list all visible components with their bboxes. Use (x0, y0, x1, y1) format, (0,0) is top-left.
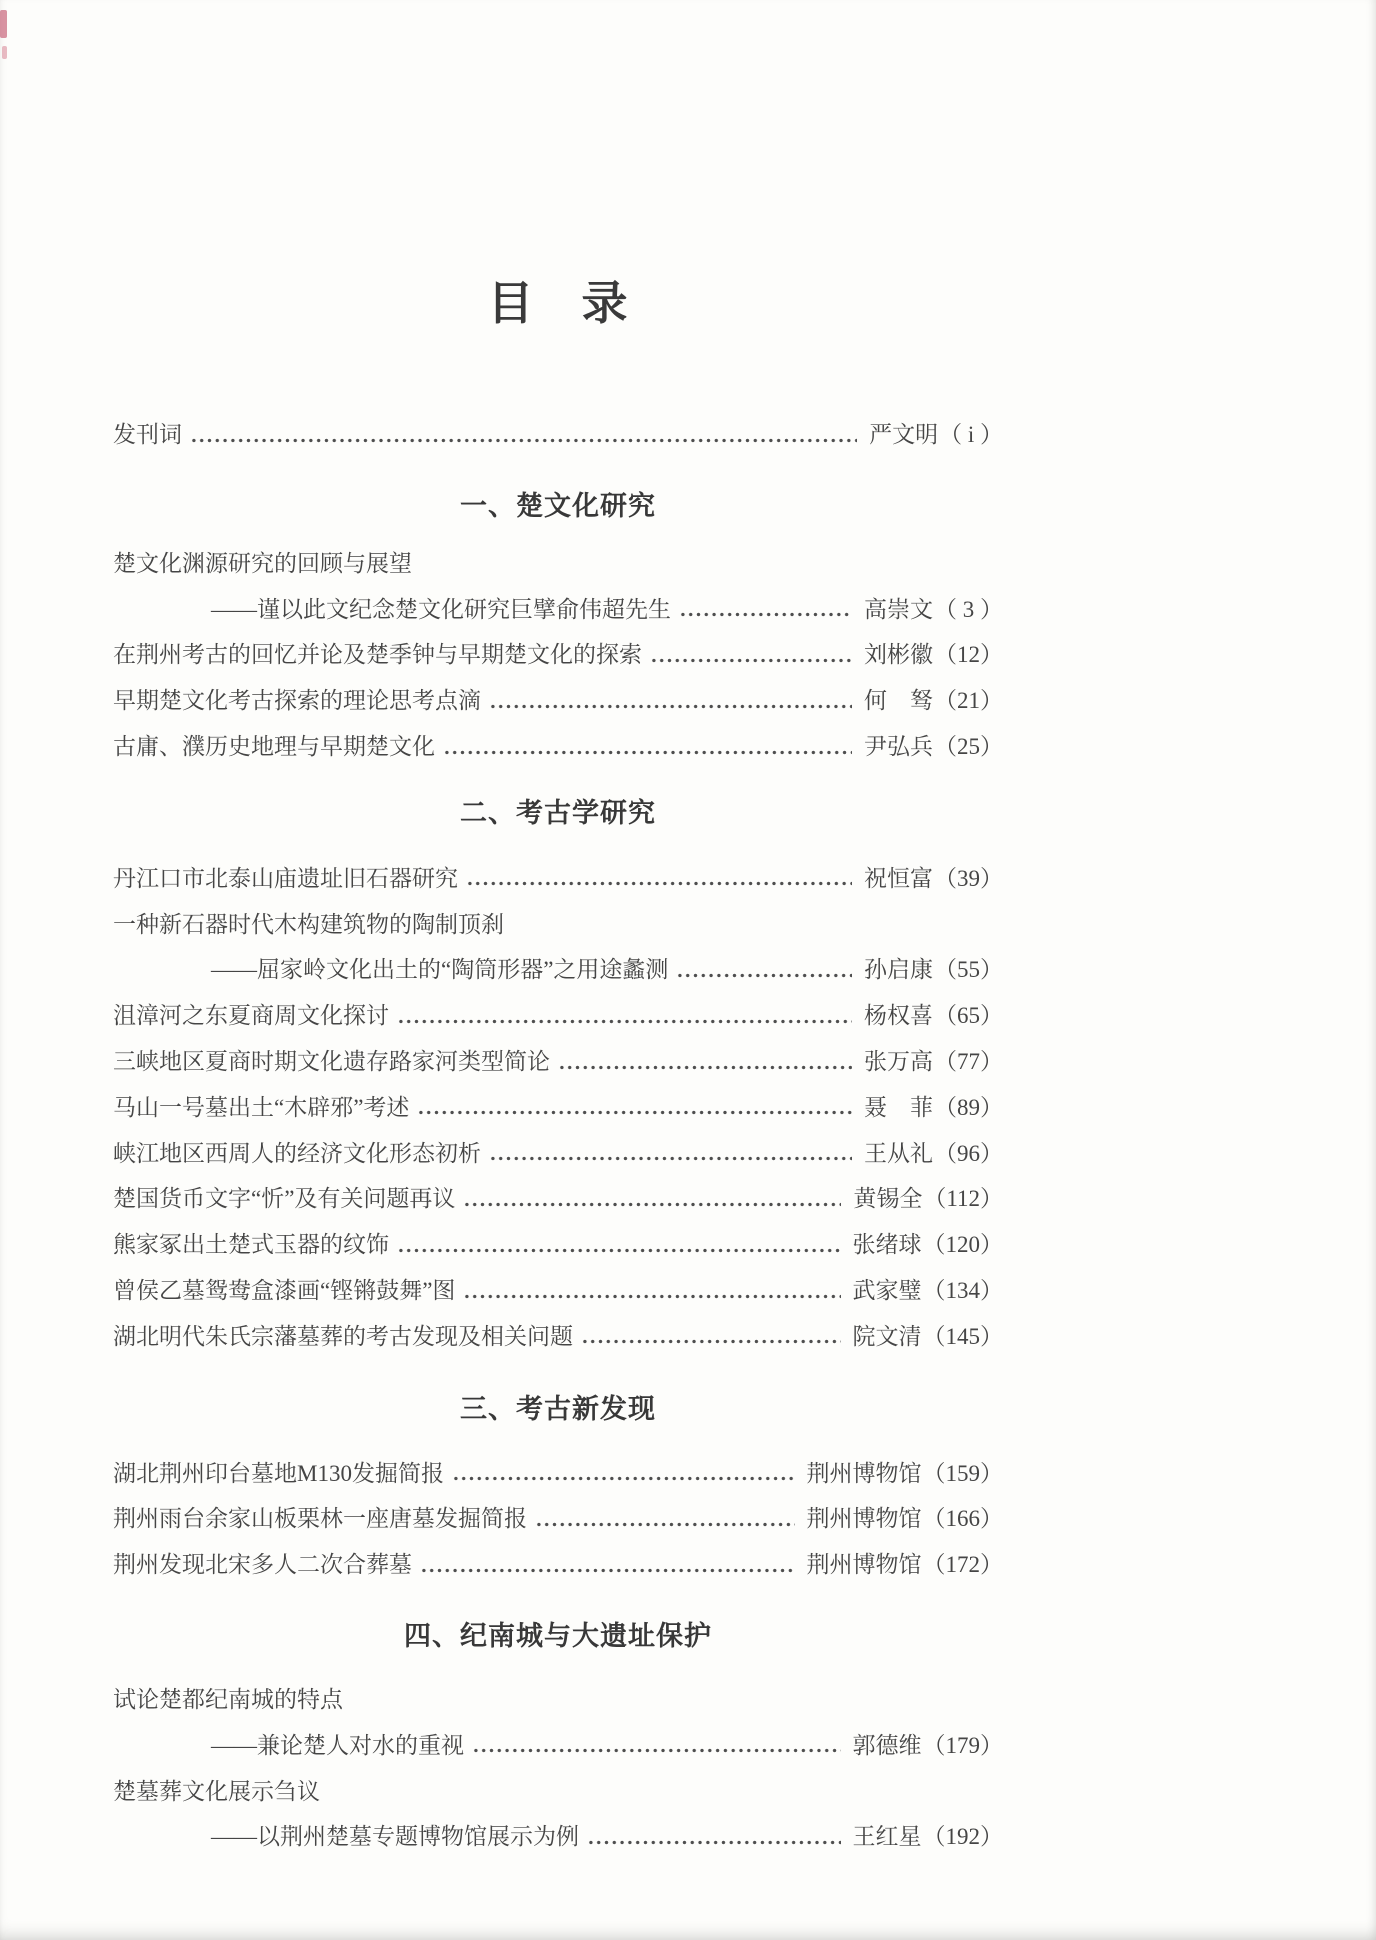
entry-author: 尹弘兵 (864, 734, 933, 760)
toc-entry (113, 1769, 1003, 1815)
toc-entry (113, 1314, 1003, 1360)
entry-page: （172） (922, 1552, 1003, 1578)
section-heading: 三、考古新发现 (460, 1393, 656, 1424)
entry-page: （89） (934, 1094, 1003, 1120)
toc-entry (113, 1451, 1003, 1497)
entry-author: 高崇文 (864, 596, 933, 622)
entry-author: 严文明 (869, 422, 939, 447)
toc-entry-subtitle (113, 948, 1003, 994)
section-entries (113, 856, 1003, 1360)
entry-page: （ i ） (939, 422, 1003, 447)
toc-entry (113, 1677, 1003, 1723)
toc-entry-subtitle (113, 1723, 1003, 1769)
entry-author: 祝恒富 (864, 865, 933, 891)
entry-author: 王红星 (852, 1824, 922, 1850)
entry-author: 荆州博物馆 (806, 1552, 922, 1578)
dot-leader (443, 749, 852, 756)
dot-leader (650, 657, 852, 664)
entry-author: 何 驽 (864, 688, 933, 714)
toc-entry (113, 1497, 1003, 1543)
entry-page: （55） (934, 957, 1003, 983)
entry-title: 熊家冢出土楚式玉器的纹饰 (113, 1232, 389, 1258)
section-entries (113, 1677, 1003, 1860)
entry-page: （120） (922, 1232, 1003, 1258)
entry-page: （25） (934, 734, 1003, 760)
entry-title: 楚墓葬文化展示刍议 (113, 1778, 320, 1804)
entry-page: （39） (934, 865, 1003, 891)
toc-entry (113, 1085, 1003, 1131)
toc-entry (113, 420, 1003, 450)
section-heading: 二、考古学研究 (460, 797, 656, 828)
entry-title: 荆州发现北宋多人二次合葬墓 (113, 1552, 412, 1578)
dot-leader (679, 611, 852, 618)
entry-author: 郭德维 (852, 1732, 922, 1758)
dot-leader (466, 880, 852, 887)
dot-leader (489, 1155, 852, 1162)
entry-subtitle: ——以荆州楚墓专题博物馆展示为例 (211, 1824, 579, 1850)
entry-title: 早期楚文化考古探索的理论思考点滴 (113, 688, 481, 714)
dot-leader (417, 1109, 852, 1116)
page-title: 目 录 (487, 278, 629, 329)
section-entries (113, 1451, 1003, 1588)
toc-entry (113, 993, 1003, 1039)
toc-entry (113, 678, 1003, 724)
entry-title: 发刊词 (113, 422, 182, 447)
dot-leader (452, 1475, 795, 1482)
entry-page: （96） (934, 1140, 1003, 1166)
entry-page: （12） (934, 642, 1003, 668)
dot-leader (190, 437, 857, 444)
dot-leader (420, 1567, 795, 1574)
toc-entry-subtitle (113, 1815, 1003, 1861)
entry-title: 荆州雨台余家山板栗林一座唐墓发掘简报 (113, 1506, 527, 1532)
toc-content (113, 0, 1003, 1860)
entry-subtitle: ——谨以此文纪念楚文化研究巨擘俞伟超先生 (211, 596, 671, 622)
entry-title: 楚文化渊源研究的回顾与展望 (113, 550, 412, 576)
entry-author: 王从礼 (864, 1140, 933, 1166)
entry-title: 湖北明代朱氏宗藩墓葬的考古发现及相关问题 (113, 1323, 573, 1349)
toc-entry (113, 1039, 1003, 1085)
entry-title: 三峡地区夏商时期文化遗存路家河类型简论 (113, 1049, 550, 1075)
entry-title: 试论楚都纪南城的特点 (113, 1687, 343, 1713)
entry-author: 荆州博物馆 (806, 1506, 922, 1532)
entry-title: 楚国货币文字“忻”及有关问题再议 (113, 1186, 456, 1212)
dot-leader (558, 1064, 852, 1071)
entry-page: （145） (922, 1323, 1003, 1349)
entry-title: 湖北荆州印台墓地M130发掘简报 (113, 1460, 444, 1486)
toc-entry-subtitle (113, 587, 1003, 633)
dot-leader (489, 703, 852, 710)
dot-leader (472, 1747, 841, 1754)
dot-leader (676, 972, 852, 979)
dot-leader (397, 1247, 841, 1254)
scan-artifact-red-mark (2, 46, 7, 59)
entry-title: 曾侯乙墓鸳鸯盒漆画“铿锵鼓舞”图 (113, 1278, 456, 1304)
toc-entry (113, 1268, 1003, 1314)
scan-artifact-red-mark (0, 10, 7, 38)
entry-title: 马山一号墓出土“木辟邪”考述 (113, 1094, 410, 1120)
entry-author: 杨权喜 (864, 1003, 933, 1029)
entry-page: （21） (934, 688, 1003, 714)
entry-page: （65） (934, 1003, 1003, 1029)
dot-leader (581, 1338, 841, 1345)
toc-entry (113, 1542, 1003, 1588)
entry-author: 张万高 (864, 1049, 933, 1075)
entry-author: 聂 菲 (864, 1094, 933, 1120)
entry-page: （112） (923, 1186, 1003, 1212)
entry-author: 武家璧 (852, 1278, 922, 1304)
dot-leader (397, 1018, 852, 1025)
entry-title: 古庸、濮历史地理与早期楚文化 (113, 734, 435, 760)
section-heading: 四、纪南城与大遗址保护 (404, 1621, 712, 1652)
entry-subtitle: ——屈家岭文化出土的“陶筒形器”之用途蠡测 (211, 957, 669, 983)
entry-author: 孙启康 (864, 957, 933, 983)
entry-page: （ 3 ） (934, 596, 1003, 622)
toc-entry (113, 856, 1003, 902)
entry-title: 一种新石器时代木构建筑物的陶制顶刹 (113, 911, 504, 937)
dot-leader (463, 1201, 841, 1208)
entry-title: 丹江口市北泰山庙遗址旧石器研究 (113, 865, 458, 891)
entry-author: 荆州博物馆 (806, 1460, 922, 1486)
toc-entry (113, 724, 1003, 770)
toc-entry (113, 1131, 1003, 1177)
toc-entry (113, 633, 1003, 679)
entry-author: 黄锡全 (853, 1186, 923, 1212)
entry-page: （166） (922, 1506, 1003, 1532)
dot-leader (463, 1293, 840, 1300)
dot-leader (535, 1521, 795, 1528)
entry-page: （159） (922, 1460, 1003, 1486)
entry-author: 院文清 (852, 1323, 922, 1349)
entry-page: （77） (934, 1049, 1003, 1075)
entry-page: （134） (922, 1278, 1003, 1304)
section-entries (113, 541, 1003, 770)
entry-author: 张绪球 (852, 1232, 922, 1258)
toc-entry (113, 1222, 1003, 1268)
section-heading: 一、楚文化研究 (460, 491, 656, 521)
entry-title: 沮漳河之东夏商周文化探讨 (113, 1003, 389, 1029)
entry-title: 峡江地区西周人的经济文化形态初析 (113, 1140, 481, 1166)
toc-entry (113, 902, 1003, 948)
toc-entry (113, 541, 1003, 587)
entry-author: 刘彬徽 (864, 642, 933, 668)
dot-leader (587, 1839, 841, 1846)
entry-page: （179） (922, 1732, 1003, 1758)
toc-entry (113, 1177, 1003, 1223)
entry-page: （192） (922, 1824, 1003, 1850)
entry-title: 在荆州考古的回忆并论及楚季钟与早期楚文化的探索 (113, 642, 642, 668)
entry-subtitle: ——兼论楚人对水的重视 (211, 1732, 464, 1758)
